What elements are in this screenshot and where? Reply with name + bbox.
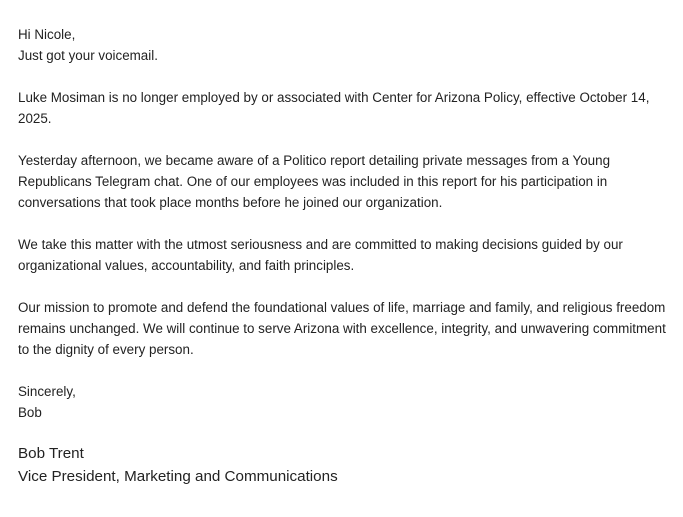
- intro-line: Just got your voicemail.: [18, 48, 158, 63]
- paragraph-seriousness: We take this matter with the utmost seriousness and are committed to making decisions guided by our organizational values, accountability, and faith principles.: [18, 237, 623, 273]
- email-body: [18, 24, 678, 423]
- greeting-block: [18, 24, 678, 66]
- signature-title: Vice President, Marketing and Communications: [18, 468, 338, 485]
- signature-block: [18, 442, 338, 488]
- paragraph-employment-status: Luke Mosiman is no longer employed by or associated with Center for Arizona Policy, effective October 14, 2025.: [18, 90, 650, 126]
- closing-name: Bob: [18, 405, 42, 420]
- signature-name: Bob Trent: [18, 445, 84, 462]
- paragraph-politico-report: Yesterday afternoon, we became aware of a Politico report detailing private messages from a Young Republicans Telegram chat. One of our employees was included in this report for his participation in conversations that took place months before he joined our organization.: [18, 153, 611, 210]
- greeting: Hi Nicole,: [18, 27, 76, 42]
- paragraph-mission: Our mission to promote and defend the foundational values of life, marriage and family, and religious freedom remains unchanged. We will continue to serve Arizona with excellence, integrity, and unwavering commitment to the dignity of every person.: [18, 300, 666, 357]
- signoff-block: [18, 381, 678, 423]
- closing: Sincerely,: [18, 384, 76, 399]
